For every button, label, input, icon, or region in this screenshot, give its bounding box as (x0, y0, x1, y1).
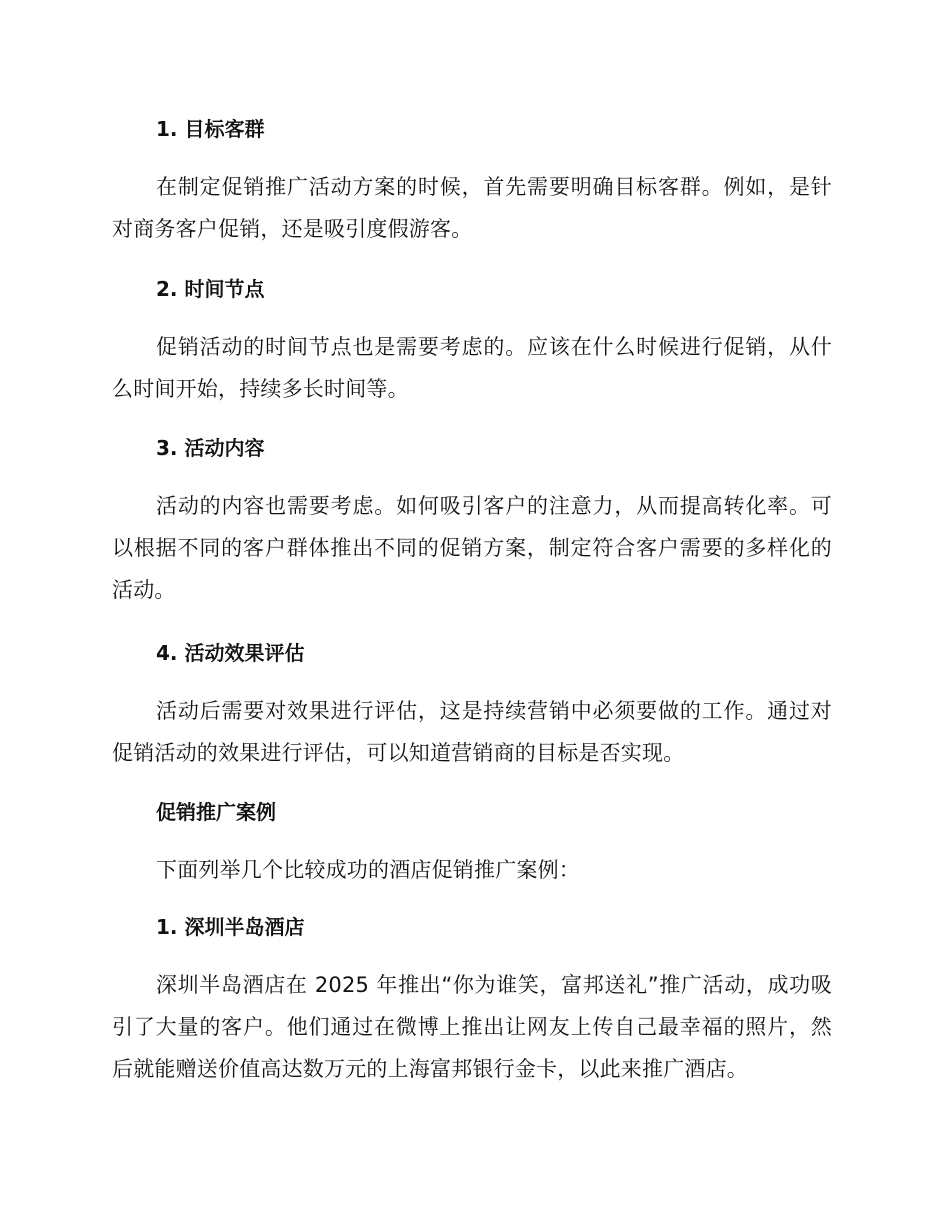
paragraph-target-customers: 在制定促销推广活动方案的时候，首先需要明确目标客群。例如，是针对商务客户促销，还是吸引度假游客。 (112, 175, 832, 241)
paragraph-activity-content: 活动的内容也需要考虑。如何吸引客户的注意力，从而提高转化率。可以根据不同的客户群体推出不同的促销方案，制定符合客户需要的多样化的活动。 (112, 494, 832, 602)
heading-shenzhen-peninsula-hotel: 1. 深圳半岛酒店 (156, 915, 305, 939)
paragraph-promotion-cases-intro: 下面列举几个比较成功的酒店促销推广案例： (156, 858, 580, 882)
heading-effect-evaluation: 4. 活动效果评估 (156, 641, 305, 665)
heading-target-customers: 1. 目标客群 (156, 117, 265, 141)
heading-time-node: 2. 时间节点 (156, 277, 265, 301)
heading-promotion-cases: 促销推广案例 (156, 800, 276, 824)
heading-activity-content: 3. 活动内容 (156, 436, 265, 460)
paragraph-effect-evaluation: 活动后需要对效果进行评估，这是持续营销中必须要做的工作。通过对促销活动的效果进行评估，可以知道营销商的目标是否实现。 (112, 699, 832, 765)
paragraph-time-node: 促销活动的时间节点也是需要考虑的。应该在什么时候进行促销，从什么时间开始，持续多长时间等。 (112, 335, 832, 401)
paragraph-shenzhen-peninsula-hotel: 深圳半岛酒店在 2025 年推出“你为谁笑，富邦送礼”推广活动，成功吸引了大量的客户。他们通过在微博上推出让网友上传自己最幸福的照片，然后就能赠送价值高达数万元的上海富邦银行金卡，以此来推广酒店。 (112, 973, 832, 1081)
